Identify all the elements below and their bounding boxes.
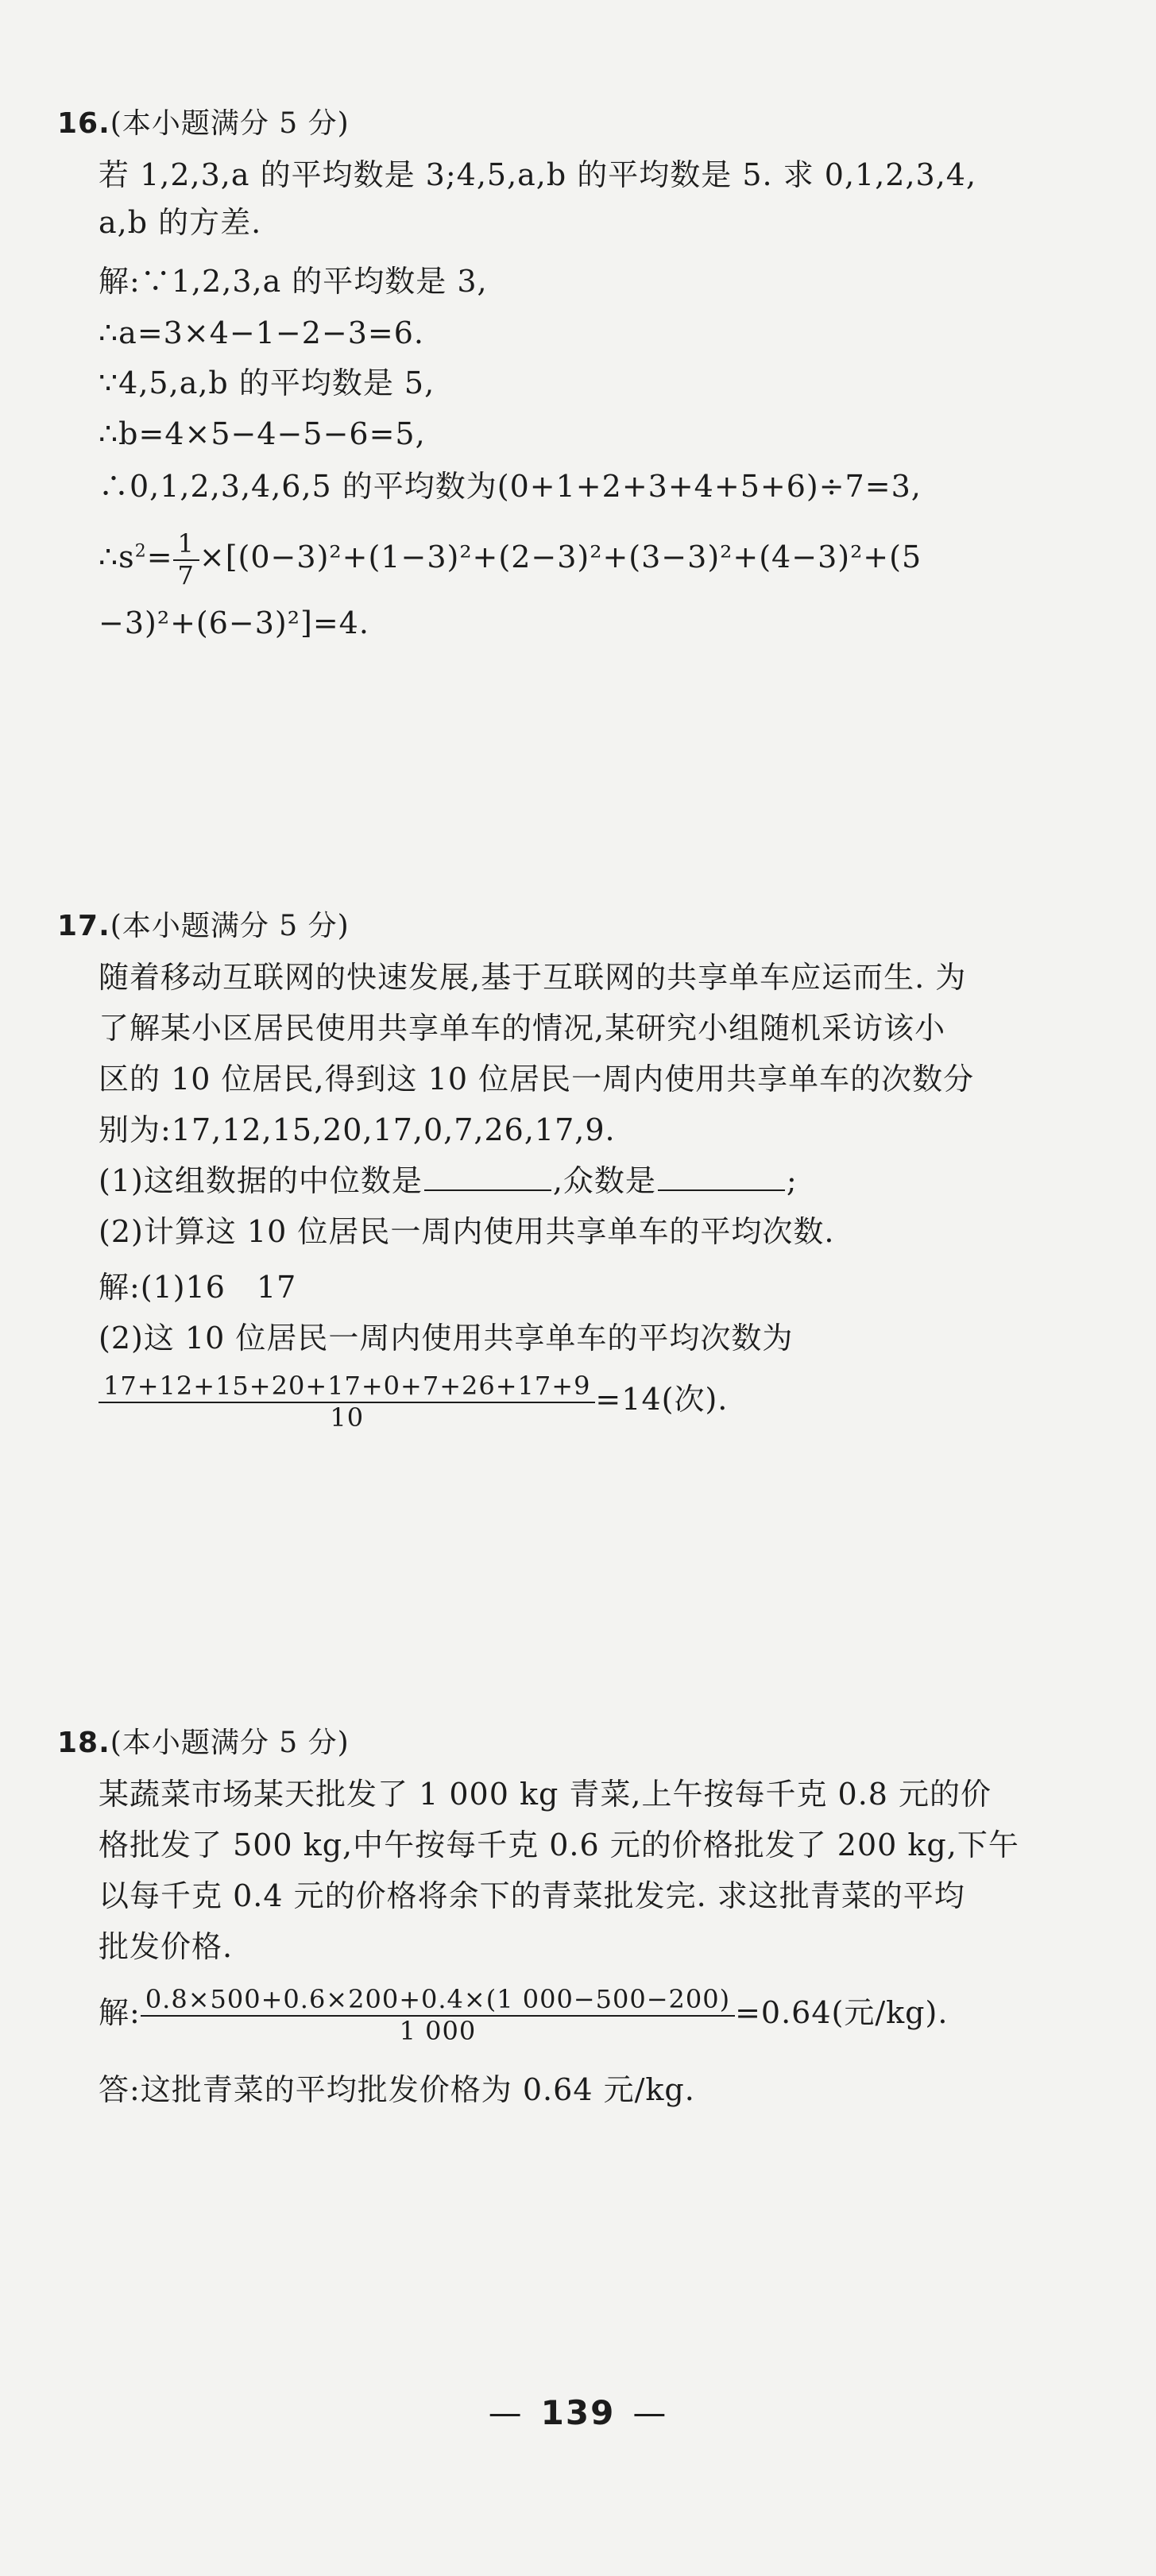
q18-number: 18. — [57, 1727, 110, 1759]
q17-mean-calculation — [99, 1373, 728, 1431]
q17-problem-line-1: 随着移动互联网的快速发展,基于互联网的共享单车应运而生. 为 — [99, 960, 967, 995]
page-number-footer — [0, 2393, 1156, 2433]
q16-variance-exponent: 2 — [134, 541, 147, 562]
page-number: 139 — [540, 2393, 616, 2432]
q18-answer: 答:这批青菜的平均批发价格为 0.64 元/kg. — [99, 2072, 695, 2107]
q16-variance-equals: = — [146, 540, 173, 575]
q16-heading — [57, 105, 350, 143]
q17-score: (本小题满分 5 分) — [110, 910, 350, 942]
q17-problem-line-2: 了解某小区居民使用共享单车的情况,某研究小组随机采访该小 — [99, 1011, 946, 1046]
q17-part-1-end: ; — [786, 1163, 798, 1198]
q16-variance-terms: ×[(0−3)²+(1−3)²+(2−3)²+(3−3)²+(4−3)²+(5 — [199, 540, 922, 575]
q18-heading — [57, 1724, 350, 1762]
q16-solution-line-5: ∴0,1,2,3,4,6,5 的平均数为(0+1+2+3+4+5+6)÷7=3, — [99, 469, 922, 504]
median-answer-blank[interactable] — [424, 1162, 551, 1191]
q16-fraction-denominator: 7 — [177, 559, 195, 590]
q16-number: 16. — [57, 107, 110, 140]
q16-solution-line-3: ∵4,5,a,b 的平均数是 5, — [99, 366, 435, 400]
q17-mean-result: =14(次). — [595, 1382, 729, 1418]
q17-solution-line-2: (2)这 10 位居民一周内使用共享单车的平均次数为 — [99, 1321, 794, 1356]
q17-mean-fraction — [99, 1373, 595, 1431]
q17-part-1-mode-text: ,众数是 — [552, 1163, 656, 1198]
q16-fraction-numerator: 1 — [173, 531, 199, 561]
q18-price-denominator: 1 000 — [399, 2015, 477, 2046]
q16-problem-line-2: a,b 的方差. — [99, 205, 262, 240]
q17-problem-line-4: 别为:17,12,15,20,17,0,7,26,17,9. — [99, 1112, 616, 1147]
q17-part-1-median-text: (1)这组数据的中位数是 — [99, 1163, 423, 1198]
q18-solution-prefix: 解: — [99, 1995, 141, 2031]
page-number-dash-left: — — [488, 2393, 524, 2432]
mode-answer-blank[interactable] — [658, 1162, 785, 1191]
q18-price-numerator: 0.8×500+0.6×200+0.4×(1 000−500−200) — [141, 1986, 735, 2017]
q17-part-2: (2)计算这 10 位居民一周内使用共享单车的平均次数. — [99, 1214, 835, 1249]
q18-problem-line-1: 某蔬菜市场某天批发了 1 000 kg 青菜,上午按每千克 0.8 元的价 — [99, 1777, 992, 1812]
q17-part-1 — [99, 1162, 798, 1200]
q16-variance-line — [99, 528, 922, 590]
q18-problem-line-3: 以每千克 0.4 元的价格将余下的青菜批发完. 求这批青菜的平均 — [99, 1878, 965, 1913]
q16-solution-line-4: ∴b=4×5−4−5−6=5, — [99, 416, 426, 451]
q17-number: 17. — [57, 910, 110, 942]
q16-fraction — [173, 528, 199, 590]
q16-solution-line-1: 解:∵1,2,3,a 的平均数是 3, — [99, 264, 488, 299]
q16-variance-symbol: ∴s — [99, 540, 135, 575]
q17-mean-numerator: 17+12+15+20+17+0+7+26+17+9 — [99, 1373, 595, 1403]
q18-solution-calculation — [99, 1986, 948, 2044]
q18-problem-line-4: 批发价格. — [99, 1929, 234, 1964]
q16-solution-line-2: ∴a=3×4−1−2−3=6. — [99, 315, 425, 350]
q18-price-fraction — [141, 1986, 735, 2044]
q18-price-result: =0.64(元/kg). — [735, 1995, 949, 2031]
q18-score: (本小题满分 5 分) — [110, 1727, 350, 1759]
q17-heading — [57, 907, 350, 946]
q17-problem-line-3: 区的 10 位居民,得到这 10 位居民一周内使用共享单车的次数分 — [99, 1062, 975, 1097]
q18-problem-line-2: 格批发了 500 kg,中午按每千克 0.6 元的价格批发了 200 kg,下午 — [99, 1828, 1019, 1862]
q16-score: (本小题满分 5 分) — [110, 107, 350, 140]
q17-solution-line-1: 解:(1)16 17 — [99, 1270, 297, 1305]
q17-mean-denominator: 10 — [330, 1402, 365, 1433]
page-number-dash-right: — — [632, 2393, 668, 2432]
q16-problem-line-1: 若 1,2,3,a 的平均数是 3;4,5,a,b 的平均数是 5. 求 0,1,2,3,4, — [99, 157, 977, 192]
q16-solution-line-7: −3)²+(6−3)²]=4. — [99, 605, 369, 640]
